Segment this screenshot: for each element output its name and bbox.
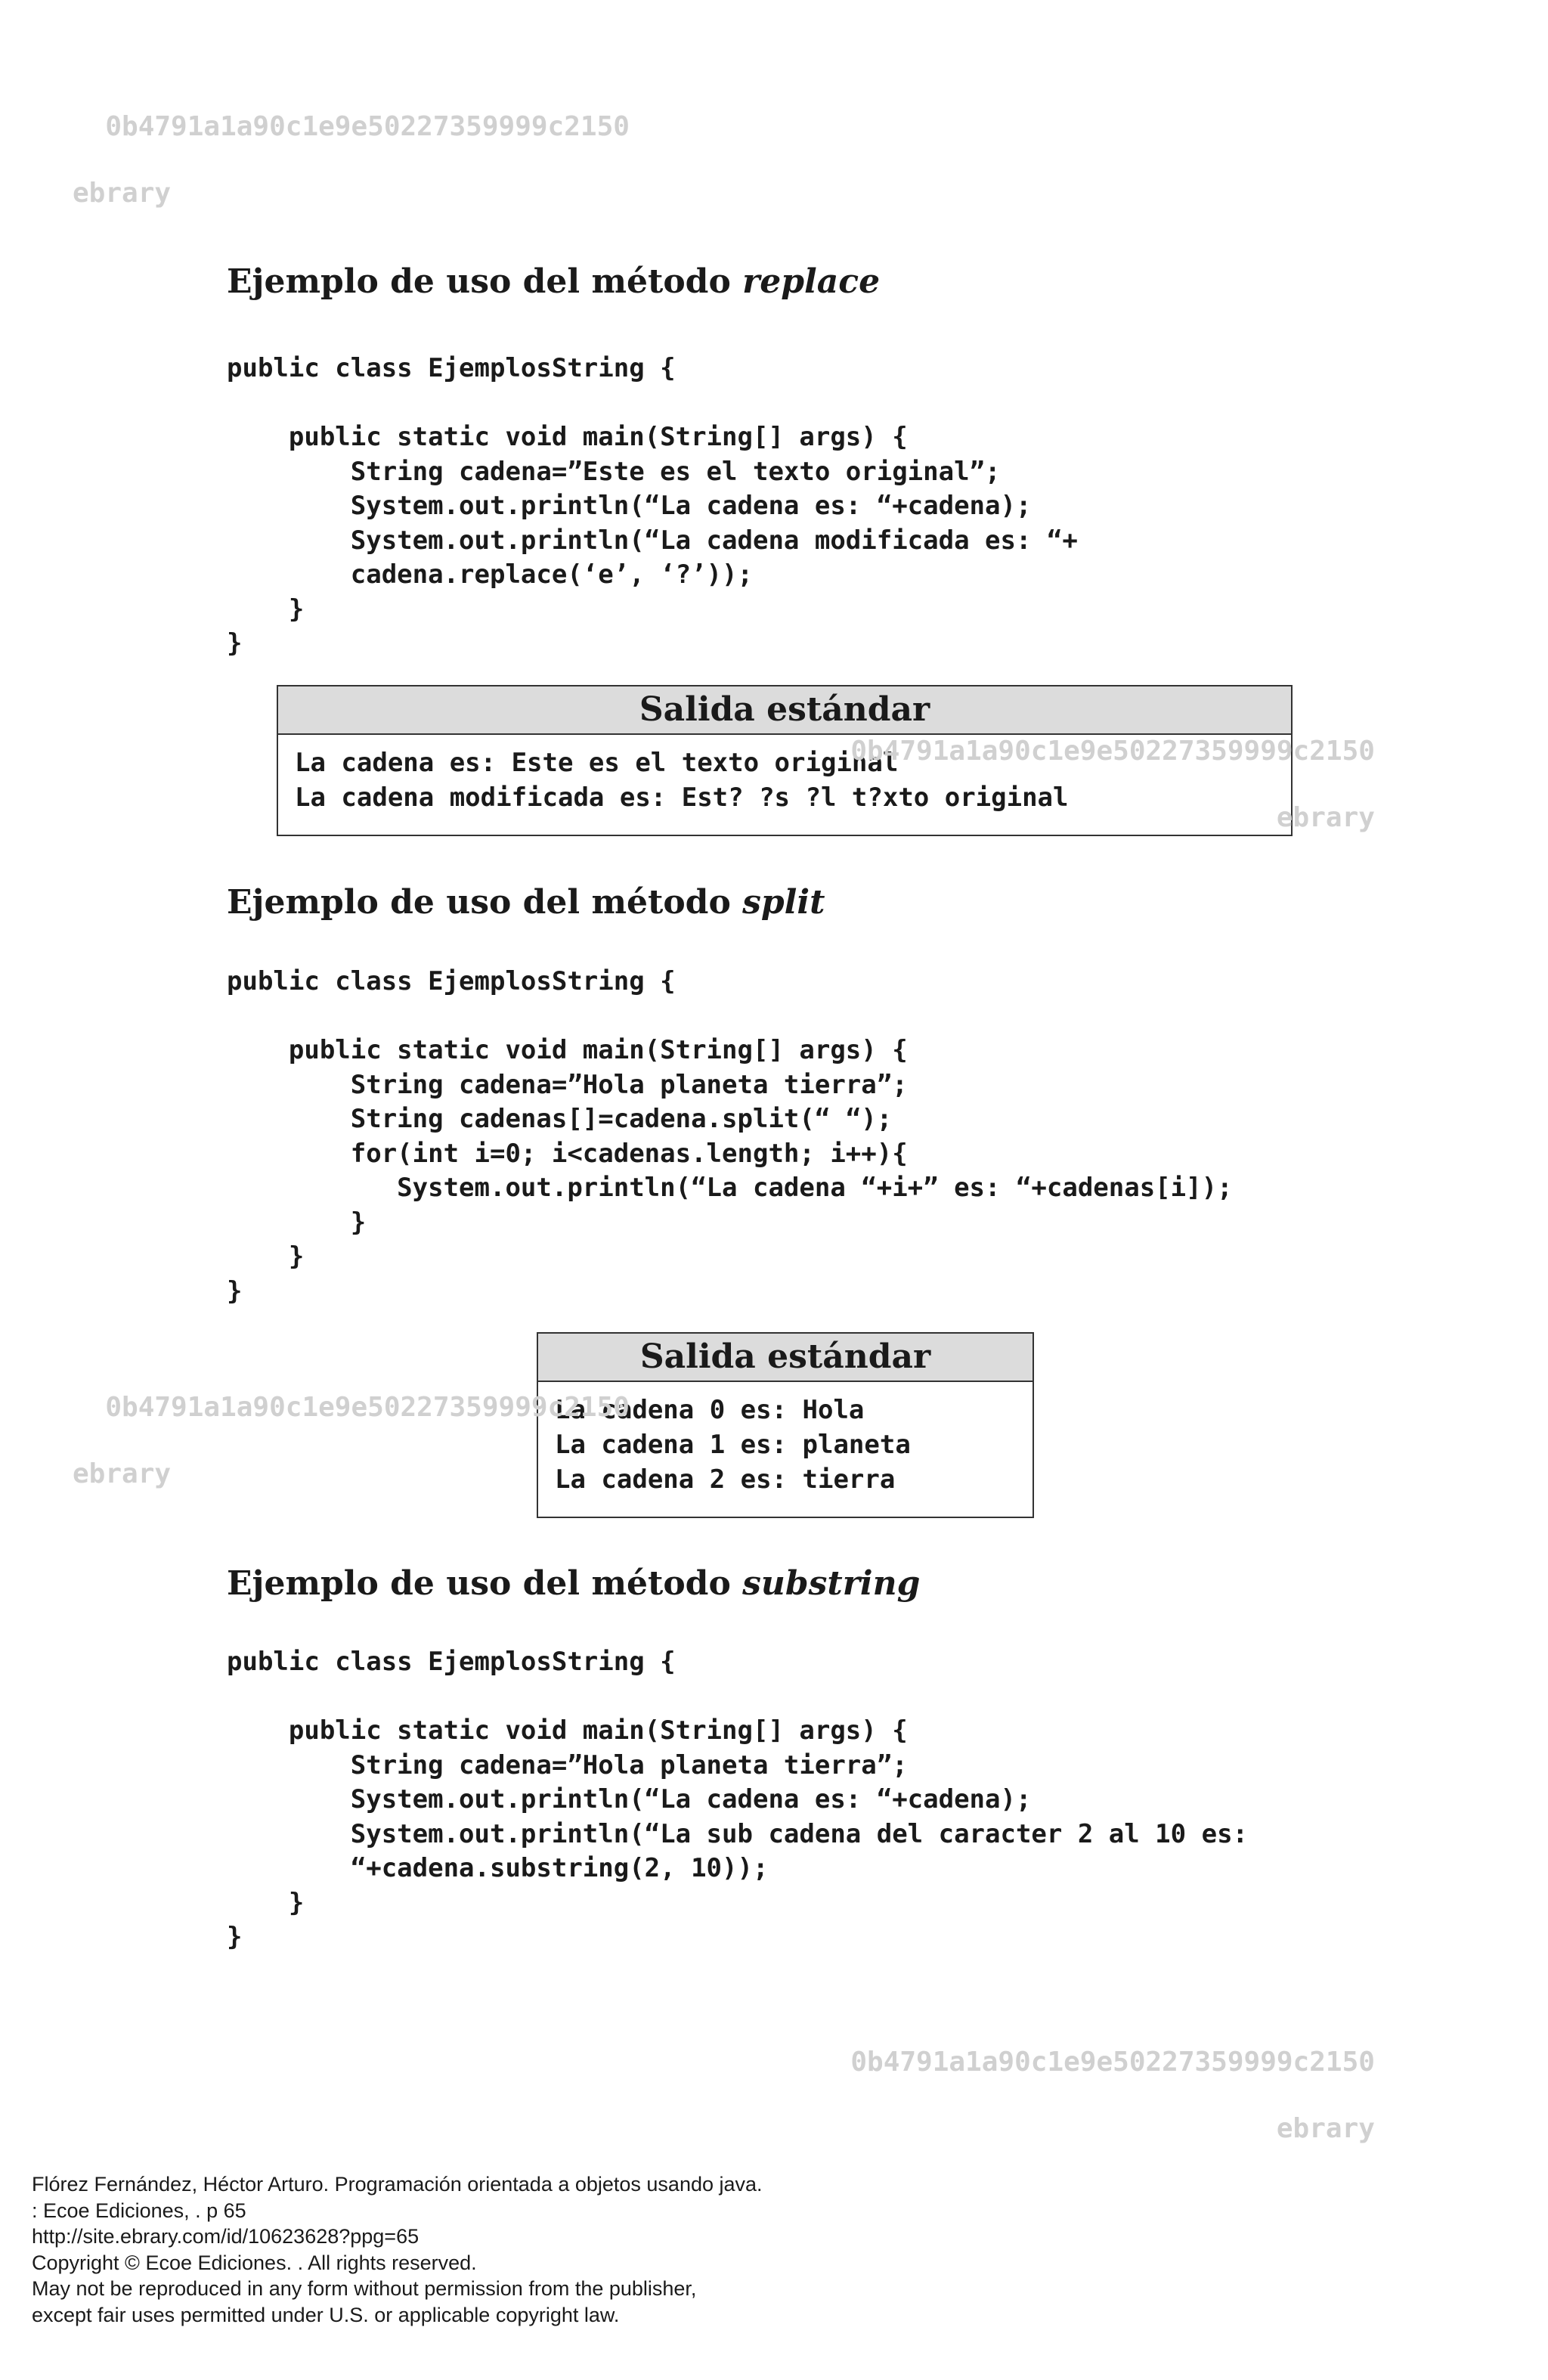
footer-line: http://site.ebrary.com/id/10623628?ppg=65: [32, 2225, 420, 2248]
watermark-hash: 0b4791a1a90c1e9e50227359999c2150: [105, 1392, 630, 1423]
watermark-brand: ebrary: [73, 178, 172, 209]
footer-line: Copyright © Ecoe Ediciones. . All rights reserved.: [32, 2251, 477, 2274]
heading-prefix: Ejemplo de uso del método: [227, 883, 743, 922]
heading-prefix: Ejemplo de uso del método: [227, 262, 743, 301]
watermark-hash: 0b4791a1a90c1e9e50227359999c2150: [850, 2047, 1375, 2078]
watermark-hash: 0b4791a1a90c1e9e50227359999c2150: [850, 736, 1375, 767]
code-block-replace: public class EjemplosString { public static void main(String[] args) { String cadena=”Este es el texto original”; System.out.println(“La cadena es: “+cadena); System.out.println(“La cadena modificada es: “+ cadena.replace(‘e’, ‘?’)); } }: [227, 353, 1078, 659]
code-block-substring: public class EjemplosString { public static void main(String[] args) { String cadena=”Hola planeta tierra”; System.out.println(“La cadena es: “+cadena); System.out.println(“La sub cadena del caracter 2 al 10 es: “+cadena.substring(2, 10)); } }: [227, 1647, 1249, 1952]
code-block-split: public class EjemplosString { public static void main(String[] args) { String cadena=”Hola planeta tierra”; String cadenas[]=cadena.split(“ “); for(int i=0; i<cadenas.length; i++){ System.out.println(“La cadena “+i+” es: “+cadenas[i]); } } }: [227, 966, 1233, 1306]
footer-line: : Ecoe Ediciones, . p 65: [32, 2199, 246, 2222]
section-heading-replace: [227, 261, 880, 303]
footer-line: Flórez Fernández, Héctor Arturo. Programación orientada a objetos usando java.: [32, 2173, 763, 2196]
heading-method-name: substring: [742, 1564, 921, 1603]
output-box-lines: La cadena 0 es: Hola La cadena 1 es: planeta La cadena 2 es: tierra: [555, 1395, 911, 1495]
heading-method-name: replace: [742, 262, 881, 301]
section-heading-split: [227, 882, 825, 924]
watermark-right-2: [818, 2013, 1375, 2179]
watermark-right-1: [818, 702, 1375, 868]
citation-footer: [32, 2171, 763, 2328]
watermark-brand: ebrary: [1276, 2113, 1375, 2144]
watermark-left-2: [73, 1358, 630, 1524]
watermark-brand: ebrary: [73, 1458, 172, 1489]
output-box-title: Salida estándar: [278, 686, 1291, 735]
footer-line: May not be reproduced in any form without permission from the publisher,: [32, 2277, 697, 2300]
footer-line: except fair uses permitted under U.S. or applicable copyright law.: [32, 2303, 620, 2326]
heading-prefix: Ejemplo de uso del método: [227, 1564, 743, 1603]
heading-method-name: split: [742, 883, 825, 922]
watermark-top-left: [73, 77, 630, 243]
watermark-hash: 0b4791a1a90c1e9e50227359999c2150: [105, 111, 630, 142]
section-heading-substring: [227, 1563, 920, 1605]
output-box-lines: La cadena es: Este es el texto original La cadena modificada es: Est? ?s ?l t?xto original: [295, 748, 1069, 813]
output-box-title: Salida estándar: [538, 1334, 1033, 1382]
watermark-brand: ebrary: [1276, 802, 1375, 833]
